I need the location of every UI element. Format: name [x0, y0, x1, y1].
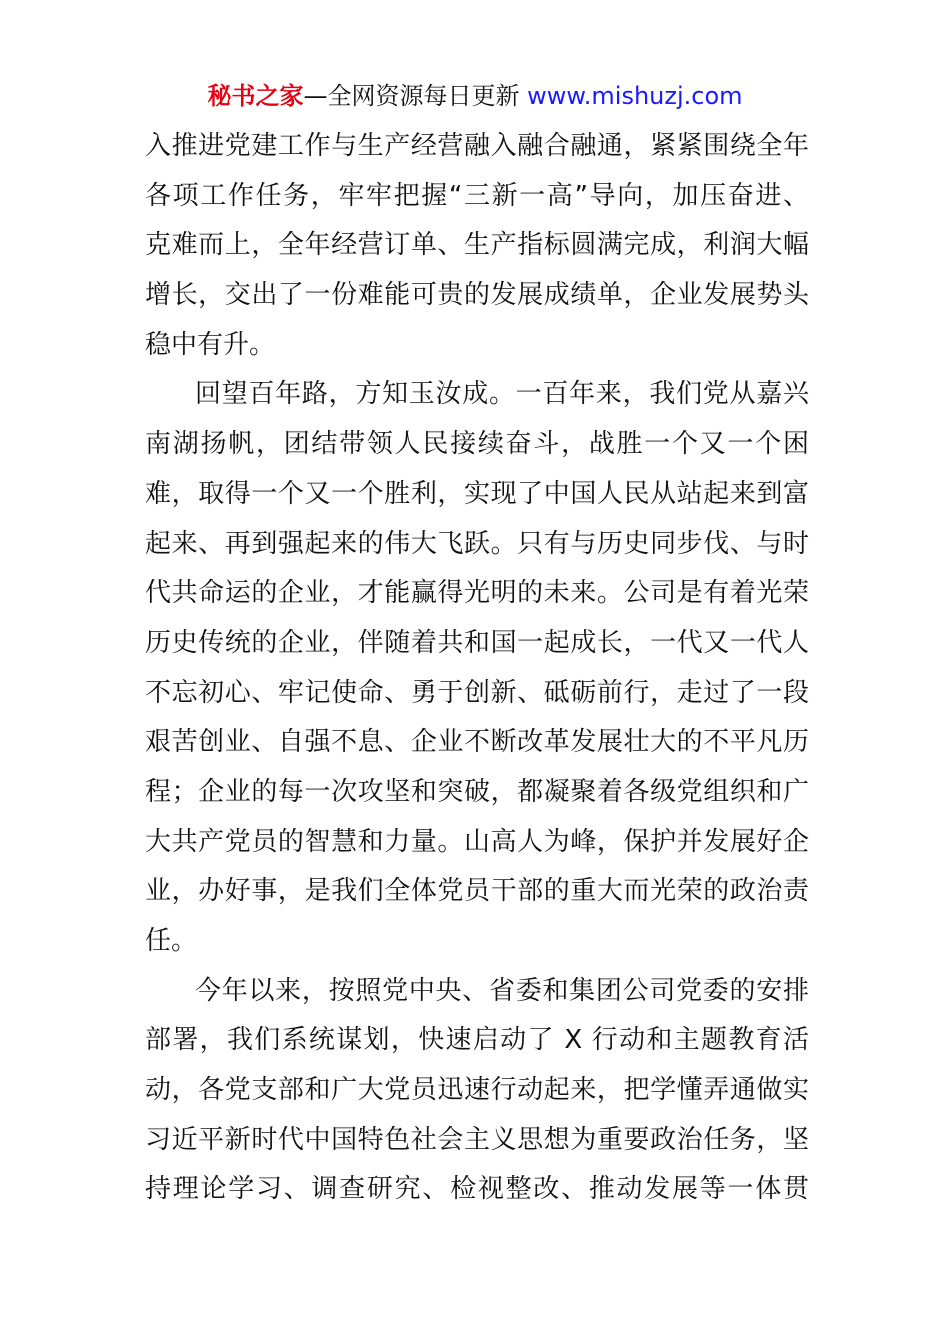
document-body: [145, 122, 809, 1215]
text-line: 习近平新时代中国特色社会主义思想为重要政治任务，坚: [145, 1124, 809, 1155]
text-line: 业，办好事，是我们全体党员干部的重大而光荣的政治责: [145, 876, 809, 907]
text-line: 大共产党员的智慧和力量。山高人为峰，保护并发展好企: [145, 826, 809, 857]
watermark-tagline: —全网资源每日更新: [303, 82, 528, 110]
text-line: 今年以来，按照党中央、省委和集团公司党委的安排: [195, 975, 809, 1006]
text-line: 南湖扬帆，团结带领人民接续奋斗，战胜一个又一个困: [145, 429, 809, 460]
text-line: 持理论学习、调查研究、检视整改、推动发展等一体贯: [145, 1174, 809, 1205]
text-line: 任。: [145, 926, 198, 956]
text-line: 稳中有升。: [145, 329, 276, 360]
watermark-site-url: www.mishuzj.com: [527, 82, 743, 110]
text-line: 增长，交出了一份难能可贵的发展成绩单，企业发展势头: [145, 280, 809, 311]
text-line: 回望百年路，方知玉汝成。一百年来，我们党从嘉兴: [195, 379, 809, 410]
site-watermark-header: [0, 80, 950, 112]
text-line: 各项工作任务，牢牢把握“三新一高”导向，加压奋进、: [145, 180, 809, 211]
text-line: 部署，我们系统谋划，快速启动了 X 行动和主题教育活: [145, 1025, 809, 1056]
text-line: 代共命运的企业，才能赢得光明的未来。公司是有着光荣: [145, 578, 809, 609]
text-line: 程；企业的每一次攻坚和突破，都凝聚着各级党组织和广: [145, 776, 809, 807]
text-line: 动，各党支部和广大党员迅速行动起来，把学懂弄通做实: [145, 1075, 809, 1106]
text-line: 不忘初心、牢记使命、勇于创新、砥砺前行，走过了一段: [145, 677, 809, 708]
text-line: 难，取得一个又一个胜利，实现了中国人民从站起来到富: [145, 478, 809, 509]
text-line: 艰苦创业、自强不息、企业不断改革发展壮大的不平凡历: [145, 727, 809, 758]
text-line: 克难而上，全年经营订单、生产指标圆满完成，利润大幅: [145, 230, 809, 261]
watermark-brand: 秘书之家: [207, 82, 304, 110]
text-line: 入推进党建工作与生产经营融入融合融通，紧紧围绕全年: [145, 131, 809, 161]
text-line: 起来、再到强起来的伟大飞跃。只有与历史同步伐、与时: [145, 528, 809, 559]
text-line: 历史传统的企业，伴随着共和国一起成长，一代又一代人: [145, 627, 809, 658]
